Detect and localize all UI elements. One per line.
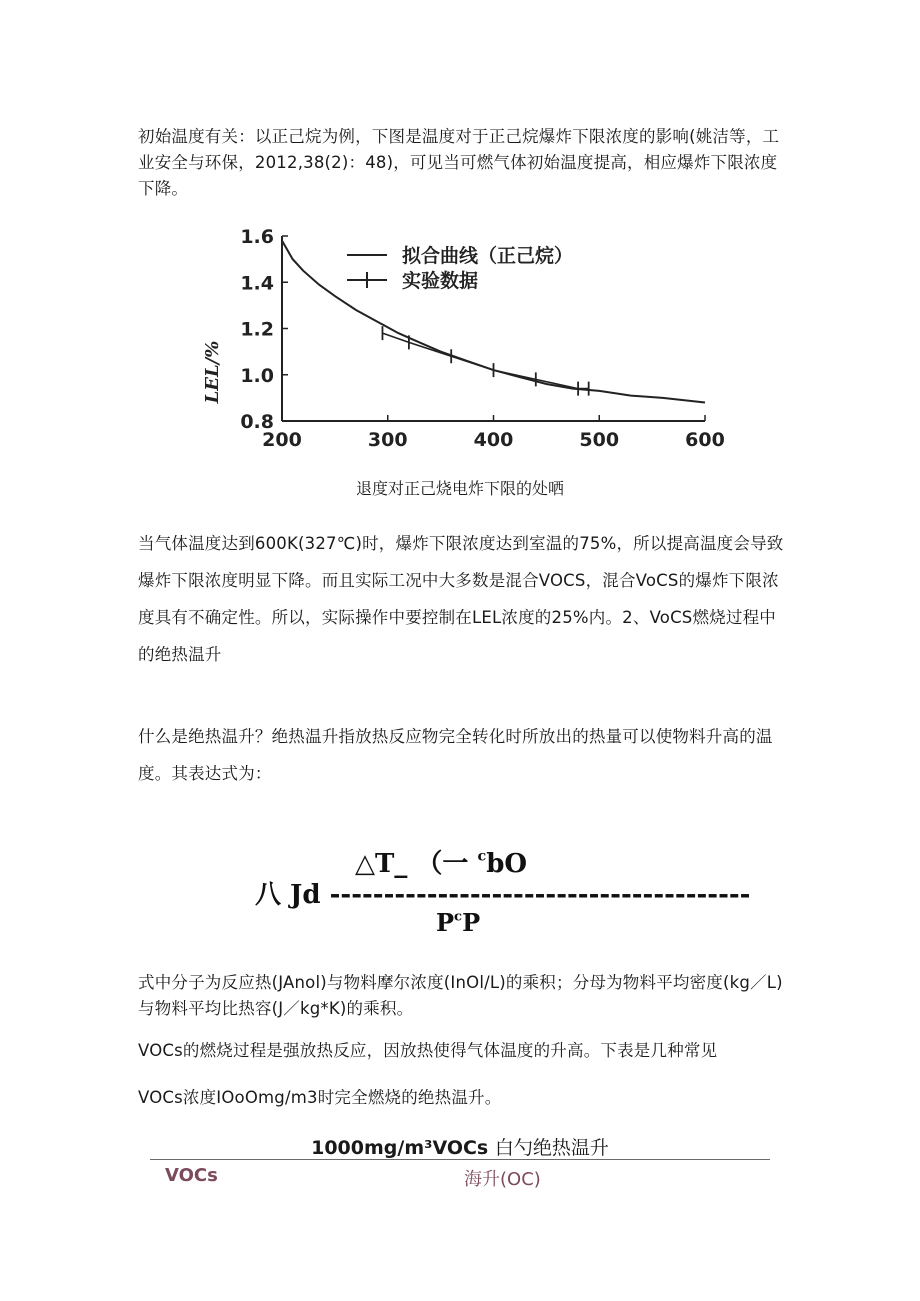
table-title-bold: 1000mg/m³VOCs [311,1137,489,1159]
formula-bar: --------------------------------------- [329,880,751,910]
formula-denominator [436,908,480,937]
vocs-reaction-paragraph: VOCs的燃烧过程是强放热反应，因放热使得气体温度的升高。下表是几种常见 [138,1041,718,1060]
adiabatic-question-paragraph: 什么是绝热温升？绝热温升指放热反应物完全转化时所放出的热量可以使物料升高的温度。其表达式为： [138,727,773,783]
y-tick-label: 0.8 [240,411,274,433]
x-tick-label: 300 [367,429,408,451]
y-tick-label: 1.4 [240,272,274,295]
formula-denom-p1: P [436,908,455,937]
formula-denom-p2: P [462,908,481,937]
table-top-rule [150,1159,770,1160]
y-tick-label: 1.6 [240,226,274,248]
formula-fraction-line [255,874,750,911]
formula-explanation-paragraph: 式中分子为反应热(JAnol)与物料摩尔浓度(InOl/L)的乘积；分母为物料平均密度(kg／L)与物料平均比热容(J／kg*K)的乘积。 [138,973,783,1018]
lel-temperature-chart [190,222,750,467]
legend-exp-label: 实验数据 [402,270,479,292]
formula-lhs: 八 Jd [255,880,321,910]
lel-discussion-paragraph: 当气体温度达到600K(327℃)时，爆炸下限浓度达到室温的75%，所以提高温度会导致爆炸下限浓度明显下降。而且实际工况中大多数是混合VOCS，混合VoCS的爆炸下限浓度具有不确定性。所以，实际操作中要控制在LEL浓度的25%内。2、VoCS燃烧过程中的绝热温升 [138,534,784,664]
figure-caption: 退度对正己烧电炸下限的处哂 [355,479,564,498]
x-tick-label: 500 [579,429,620,451]
x-tick-label: 200 [262,429,302,451]
table-title-rest: 白勺绝热温升 [494,1137,609,1159]
legend-fit-label: 拟合曲线（正己烷） [402,245,574,267]
y-tick-label: 1.2 [240,318,274,341]
chart-legend [347,244,573,292]
formula-sup-c: c [477,848,487,865]
intro-paragraph: 初始温度有关：以正己烷为例，下图是温度对于正己烷爆炸下限浓度的影响(姚洁等，工业安全与环保，2012,38(2)：48)，可见当可燃气体初始温度提高，相应爆炸下限浓度下降。 [138,127,780,198]
formula-delta-t: △T_ [355,849,408,879]
y-tick-label: 1.0 [240,364,274,387]
y-axis-label: LEL/% [202,340,223,404]
formula-dash: 一 [442,849,469,879]
formula-tail: bO [486,849,528,879]
experiment-data-line [383,333,589,389]
vocs-concentration-paragraph: VOCs浓度IOoOmg/m3时完全燃烧的绝热温升。 [138,1088,502,1107]
table-title [0,1133,920,1160]
formula-denom-c: c [454,909,463,925]
x-tick-label: 600 [685,429,725,451]
x-tick-label: 400 [473,429,514,451]
table-header-vocs: VOCs [165,1165,218,1186]
formula-open-paren: （ [416,849,443,879]
table-header-temperature-rise: 海升(OC) [464,1169,541,1190]
